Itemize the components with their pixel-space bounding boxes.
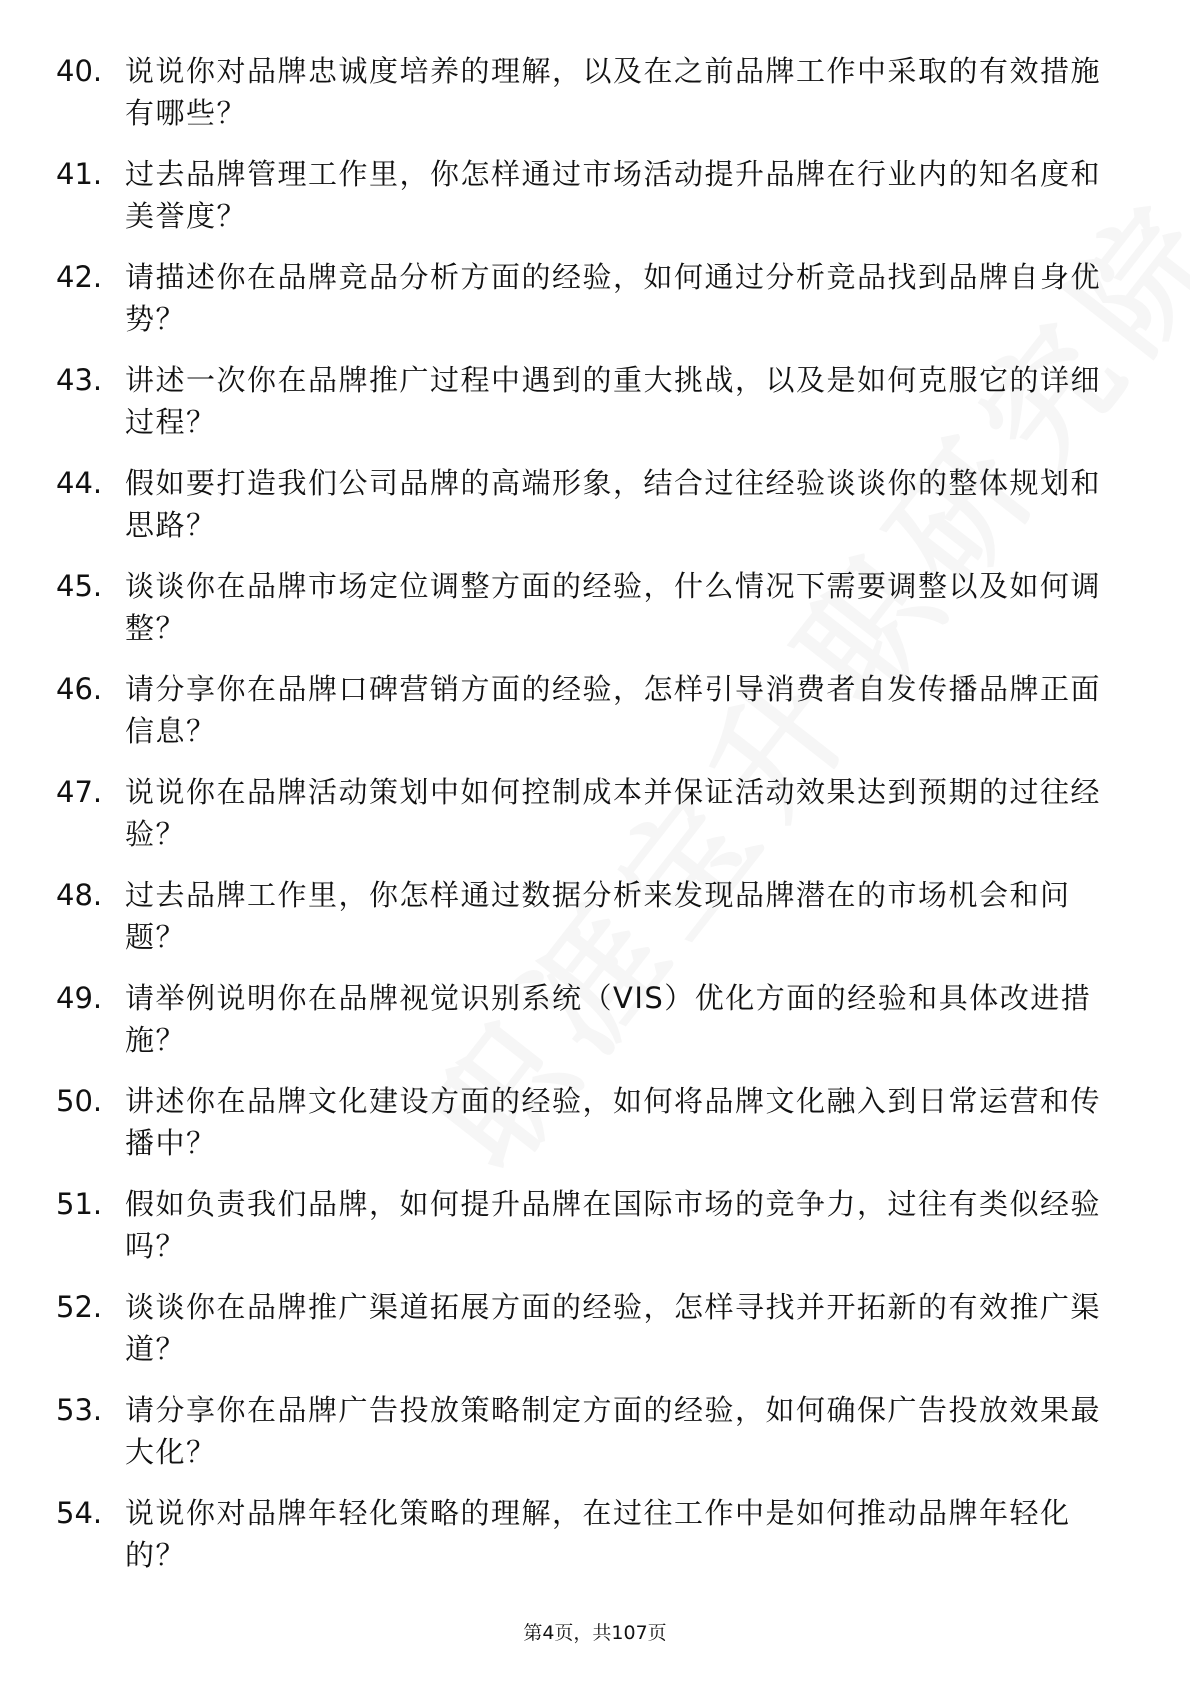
question-item-46 xyxy=(56,668,1116,771)
question-number: 41. xyxy=(56,157,103,191)
question-text: 说说你在品牌活动策划中如何控制成本并保证活动效果达到预期的过往经验？ xyxy=(125,775,1102,851)
question-number: 53. xyxy=(56,1393,103,1427)
question-text: 请举例说明你在品牌视觉识别系统（VIS）优化方面的经验和具体改进措施？ xyxy=(125,981,1092,1057)
question-text: 说说你对品牌忠诚度培养的理解，以及在之前品牌工作中采取的有效措施有哪些？ xyxy=(125,54,1102,130)
question-number: 40. xyxy=(56,54,103,88)
question-number: 44. xyxy=(56,466,103,500)
question-number: 46. xyxy=(56,672,103,706)
question-text: 谈谈你在品牌推广渠道拓展方面的经验，怎样寻找并开拓新的有效推广渠道？ xyxy=(125,1290,1102,1366)
question-number: 54. xyxy=(56,1496,103,1530)
question-number: 50. xyxy=(56,1084,103,1118)
question-number: 45. xyxy=(56,569,103,603)
question-item-49 xyxy=(56,977,1116,1080)
question-item-53 xyxy=(56,1389,1116,1492)
question-text: 讲述你在品牌文化建设方面的经验，如何将品牌文化融入到日常运营和传播中？ xyxy=(125,1084,1102,1160)
question-text: 过去品牌工作里，你怎样通过数据分析来发现品牌潜在的市场机会和问题？ xyxy=(125,878,1071,954)
question-item-48 xyxy=(56,874,1116,977)
question-item-44 xyxy=(56,462,1116,565)
page-footer xyxy=(0,1620,1190,1646)
question-text: 谈谈你在品牌市场定位调整方面的经验，什么情况下需要调整以及如何调整？ xyxy=(125,569,1102,645)
question-item-52 xyxy=(56,1286,1116,1389)
question-item-40 xyxy=(56,50,1116,153)
question-text: 讲述一次你在品牌推广过程中遇到的重大挑战，以及是如何克服它的详细过程？ xyxy=(125,363,1102,439)
question-text: 过去品牌管理工作里，你怎样通过市场活动提升品牌在行业内的知名度和美誉度？ xyxy=(125,157,1102,233)
question-list xyxy=(56,50,1116,1595)
question-number: 47. xyxy=(56,775,103,809)
question-text: 说说你对品牌年轻化策略的理解，在过往工作中是如何推动品牌年轻化的？ xyxy=(125,1496,1071,1572)
question-item-45 xyxy=(56,565,1116,668)
question-item-42 xyxy=(56,256,1116,359)
question-number: 48. xyxy=(56,878,103,912)
question-item-50 xyxy=(56,1080,1116,1183)
question-item-43 xyxy=(56,359,1116,462)
question-number: 42. xyxy=(56,260,103,294)
question-item-54 xyxy=(56,1492,1116,1595)
question-item-41 xyxy=(56,153,1116,256)
question-number: 52. xyxy=(56,1290,103,1324)
question-item-47 xyxy=(56,771,1116,874)
question-text: 假如要打造我们公司品牌的高端形象，结合过往经验谈谈你的整体规划和思路？ xyxy=(125,466,1102,542)
question-item-51 xyxy=(56,1183,1116,1286)
question-text: 请分享你在品牌口碑营销方面的经验，怎样引导消费者自发传播品牌正面信息？ xyxy=(125,672,1102,748)
question-text: 请描述你在品牌竞品分析方面的经验，如何通过分析竞品找到品牌自身优势？ xyxy=(125,260,1102,336)
question-number: 51. xyxy=(56,1187,103,1221)
question-text: 假如负责我们品牌，如何提升品牌在国际市场的竞争力，过往有类似经验吗？ xyxy=(125,1187,1102,1263)
question-number: 49. xyxy=(56,981,103,1015)
question-text: 请分享你在品牌广告投放策略制定方面的经验，如何确保广告投放效果最大化？ xyxy=(125,1393,1102,1469)
question-number: 43. xyxy=(56,363,103,397)
page-number-label: 第4页，共107页 xyxy=(523,1622,667,1644)
